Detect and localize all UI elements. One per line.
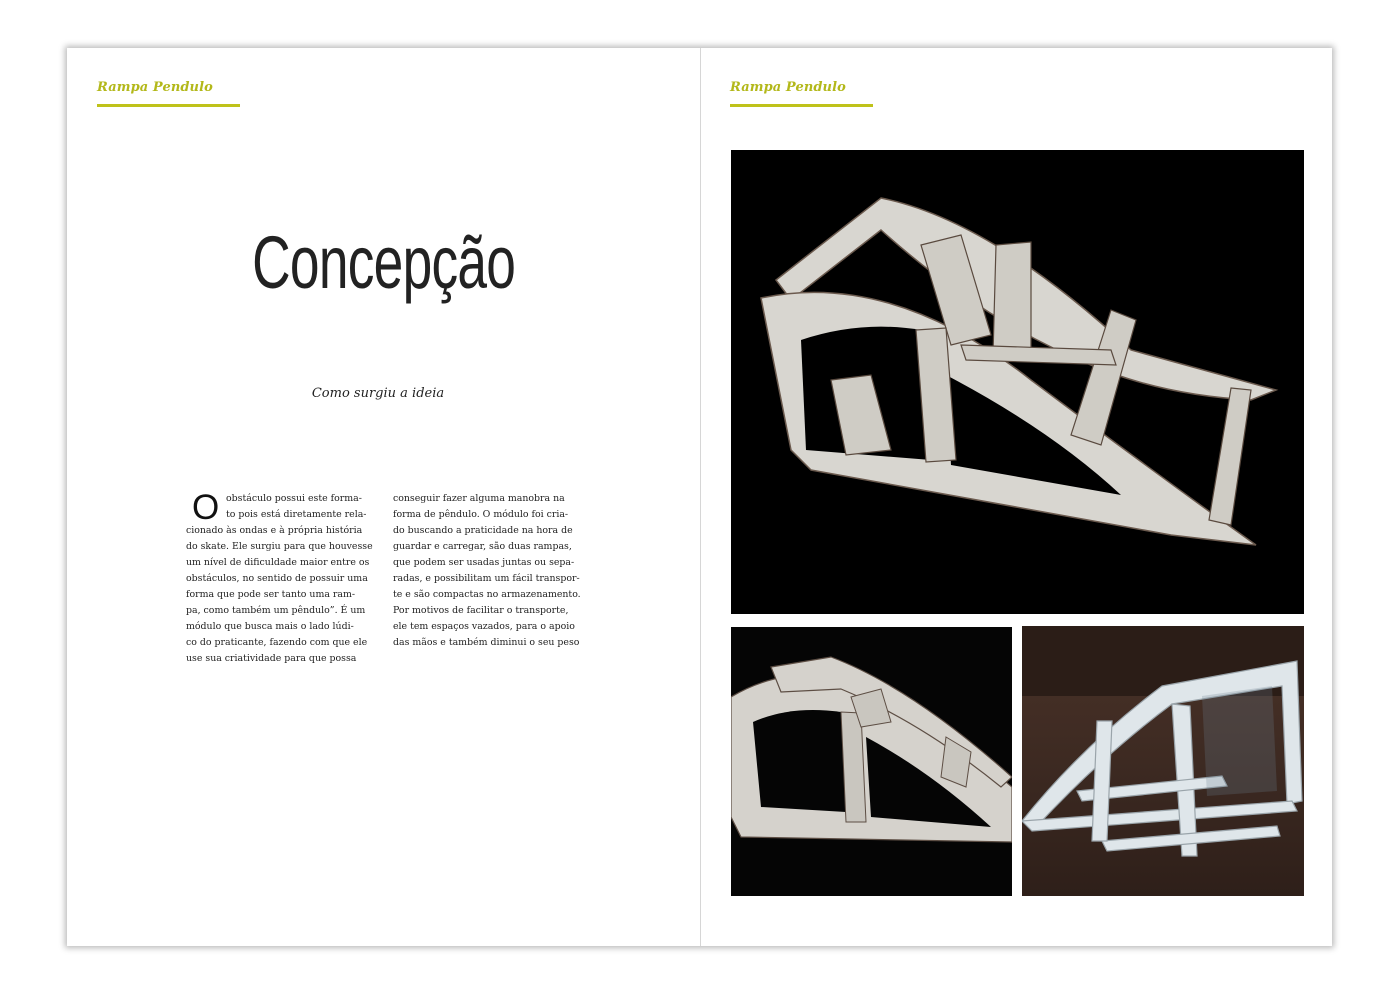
text-line: co do praticante, fazendo com que ele — [186, 637, 368, 648]
text-line: das mãos e também diminui o seu peso — [393, 637, 580, 648]
text-line: te e são compactas no armazenamento. — [393, 589, 581, 600]
page-subtitle: Como surgiu a ideia — [311, 386, 445, 401]
text-line: ele tem espaços vazados, para o apoio — [393, 621, 575, 632]
text-line: que podem ser usadas juntas ou sepa- — [393, 557, 575, 568]
text-line: do skate. Ele surgiu para que houvesse — [186, 541, 373, 552]
text-line: forma que pode ser tanto uma ram- — [186, 589, 356, 600]
dropcap: O — [192, 488, 220, 527]
page-title — [67, 221, 700, 304]
model-side-photo — [731, 627, 1012, 896]
text-line: obstáculo possui este forma- — [226, 493, 362, 504]
text-line: obstáculos, no sentido de possuir uma — [186, 573, 368, 584]
text-line: do buscando a praticidade na hora de — [393, 525, 573, 536]
left-head-rule — [97, 104, 240, 107]
text-line: forma de pêndulo. O módulo foi cria- — [393, 509, 569, 520]
cardboard-model-table-illustration — [1022, 626, 1304, 896]
text-line: Por motivos de facilitar o transporte, — [393, 605, 569, 616]
body-column-2 — [393, 491, 591, 651]
text-line: cionado às ondas e à própria história — [186, 525, 363, 536]
text-line: guardar e carregar, são duas rampas, — [393, 541, 572, 552]
magazine-spread — [67, 48, 1332, 946]
text-line: um nível de dificuldade maior entre os — [186, 557, 370, 568]
cardboard-model-illustration — [731, 150, 1304, 614]
body-column-1 — [186, 488, 374, 667]
right-running-head: Rampa Pendulo — [730, 80, 846, 95]
left-running-head: Rampa Pendulo — [97, 80, 213, 95]
right-head-rule — [730, 104, 873, 107]
text-line: módulo que busca mais o lado lúdi- — [186, 621, 354, 632]
text-line: conseguir fazer alguma manobra na — [393, 493, 565, 504]
text-line: radas, e possibilitam um fácil transpor- — [393, 573, 580, 584]
model-table-photo — [1022, 626, 1304, 896]
cardboard-model-side-illustration — [731, 627, 1012, 896]
page-spine — [700, 48, 701, 946]
text-line: pa, como também um pêndulo”. É um — [186, 605, 366, 616]
page-title-text: Concepção — [251, 221, 516, 304]
text-line: to pois está diretamente rela- — [226, 509, 367, 520]
text-line: use sua criatividade para que possa — [186, 653, 357, 664]
model-main-photo — [731, 150, 1304, 614]
